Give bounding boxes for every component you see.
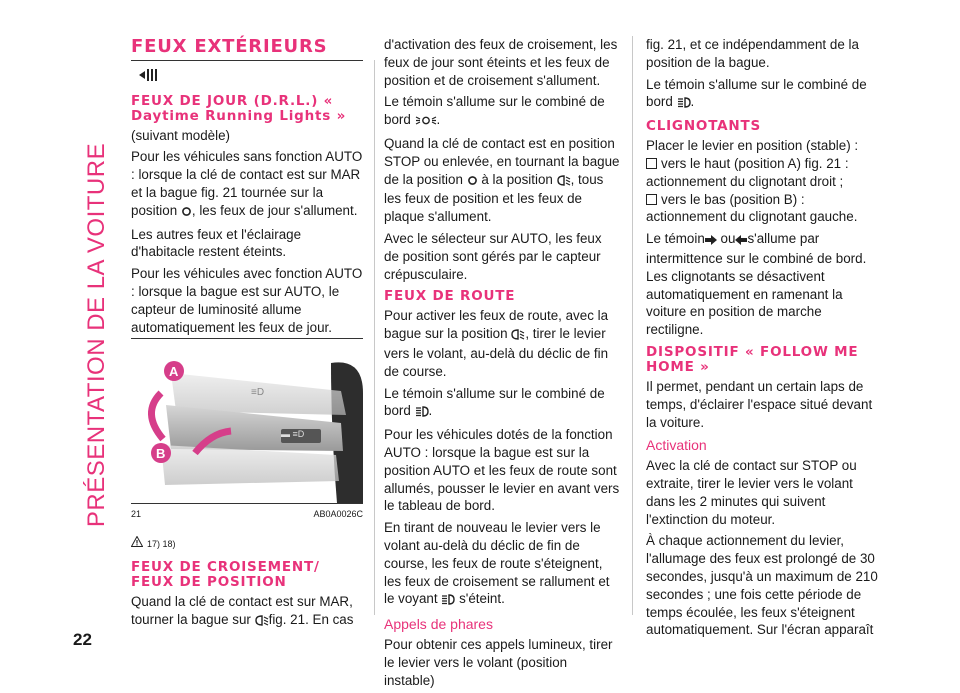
paragraph: Le témoin s'allume sur le combiné de bord .: [646, 76, 882, 114]
follow-me-home-heading: DISPOSITIF « FOLLOW ME HOME »: [646, 343, 859, 375]
figure-code: AB0A0026C: [313, 509, 363, 520]
position-lights-icon: [415, 113, 437, 131]
flash-heading: Appels de phares: [384, 616, 493, 633]
paragraph: À chaque actionnement du levier, l'allumage des feux est prolongé de 30 secondes, jusqu'à un maximum de 210 secondes ; une fois cette période de temps écoulée, les feux s'éteignent automatiquement. Sur l'écran apparaît: [646, 533, 878, 638]
warning-icon: [131, 536, 143, 554]
day-light-icon: [467, 173, 478, 191]
checkbox-bullet-icon: [646, 194, 657, 205]
figure-number: 21: [131, 509, 142, 520]
left-arrow-icon: [735, 232, 747, 250]
paragraph: Pour les véhicules dotés de la fonction AUTO : lorsque la bague est sur la position AUTO et les feux de route sont allumés, pousser le levier en avant vers le tableau de bord.: [384, 427, 620, 514]
high-beam-icon: [441, 592, 455, 610]
column-2: [384, 36, 620, 693]
bullet-item: vers le haut (position A) fig. 21 :: [646, 155, 882, 173]
side-section-title: PRÉSENTATION DE LA VOITURE: [83, 142, 110, 528]
paragraph: Il permet, pendant un certain laps de temps, d'éclairer l'espace situé devant la voiture.: [646, 378, 873, 430]
right-arrow-icon: [705, 232, 717, 250]
activation-heading: Activation: [646, 437, 707, 454]
paragraph: Les autres feux et l'éclairage d'habitacle restent éteints.: [131, 226, 302, 260]
figure-stalk-lever: [131, 353, 363, 503]
paragraph: Le témoin s'allume sur le combiné de bord .: [384, 93, 620, 131]
paragraph: Pour les véhicules sans fonction AUTO : lorsque la clé de contact est sur MAR et la bague fig. 21 tournée sur la position , les feux de jour s'allument.: [131, 148, 363, 221]
paragraph: Le témoin ou s'allume par intermittence sur le combiné de bord. Les clignotants se désactivent automatiquement en ramenant la voiture en position de marche rectiligne.: [646, 231, 867, 338]
paragraph: Quand la clé de contact est sur MAR, tourner la bague sur fig. 21. En cas: [131, 593, 363, 631]
low-beam-icon: [511, 327, 525, 345]
paragraph: Placer le levier en position (stable) :: [646, 138, 859, 154]
label-b: B: [156, 446, 166, 462]
column-3: [646, 36, 882, 643]
high-beam-heading: FEUX DE ROUTE: [384, 288, 516, 305]
paragraph: Avec le sélecteur sur AUTO, les feux de position sont gérés par le capteur crépusculaire.: [384, 230, 602, 282]
paragraph: actionnement du clignotant droit ;: [646, 173, 844, 189]
column-separator: [374, 60, 375, 615]
paragraph: Pour les véhicules avec fonction AUTO : lorsque la bague est sur AUTO, le capteur de luminosité allume automatiquement les feux de jour.: [131, 266, 363, 335]
paragraph: actionnement du clignotant gauche.: [646, 209, 858, 225]
day-light-icon: [181, 204, 192, 222]
low-beam-icon: [557, 173, 571, 191]
paragraph: Le témoin s'allume sur le combiné de bord .: [384, 385, 620, 423]
paragraph: Pour obtenir ces appels lumineux, tirer le levier vers le volant (position instable): [384, 636, 613, 688]
paragraph: (suivant modèle): [131, 127, 230, 143]
paragraph: d'activation des feux de croisement, les feux de jour sont éteints et les feux de position et de croisement s'allument.: [384, 37, 618, 88]
divider: [131, 503, 363, 504]
paragraph: Pour activer les feux de route, avec la bague sur la position , tirer le levier vers le volant, au-delà du déclic de fin de course.: [384, 308, 609, 379]
paragraph: fig. 21, et ce indépendamment de la position de la bague.: [646, 37, 859, 70]
label-a: A: [169, 364, 179, 380]
page-number: 22: [73, 630, 92, 649]
section-heading: FEUX EXTÉRIEURS: [131, 38, 363, 61]
warning-references: 17) 18): [131, 536, 363, 554]
paragraph: En tirant de nouveau le levier vers le volant au-delà du déclic de fin de course, les feux de route s'éteignent, les feux de croisement se rallument et le voyant s'éteint.: [384, 519, 620, 610]
high-beam-icon: [677, 95, 691, 113]
column-1: [131, 38, 363, 635]
svg-text:≡D: ≡D: [251, 387, 265, 399]
bullet-item: vers le bas (position B) :: [646, 191, 882, 209]
low-beam-icon: [255, 613, 269, 631]
checkbox-bullet-icon: [646, 158, 657, 169]
paragraph: Quand la clé de contact est en position STOP ou enlevée, en tournant la bague de la position à la position , tous les feux de position et les feux de plaque s'allument.: [384, 135, 620, 225]
turn-signals-heading: CLIGNOTANTS: [646, 118, 762, 135]
paragraph: Avec la clé de contact sur STOP ou extraite, tirer le levier vers le volant dans les 2 minutes qui suivent l'extinction du moteur.: [646, 458, 857, 527]
column-separator: [632, 36, 633, 615]
position-lights-heading: FEUX DE CROISEMENT/ FEUX DE POSITION: [131, 558, 320, 590]
lighting-icon: [137, 67, 363, 88]
high-beam-icon: [415, 404, 429, 422]
figure-caption: [131, 506, 363, 524]
svg-text:▬ ≡D: ▬ ≡D: [281, 429, 305, 440]
divider: [131, 338, 363, 339]
day-lights-heading: FEUX DE JOUR (D.R.L.) « Daytime Running Lights »: [131, 92, 347, 124]
